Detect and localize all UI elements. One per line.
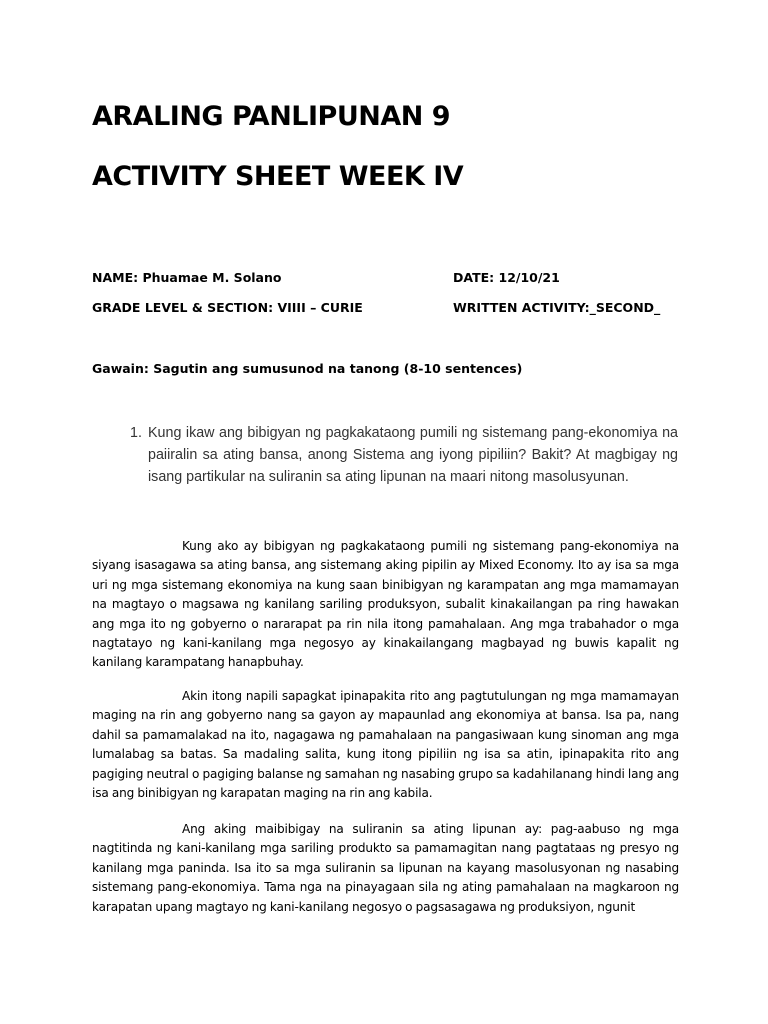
document-title: ARALING PANLIPUNAN 9 [92, 101, 451, 132]
answer-paragraph-2: Akin itong napili sapagkat ipinapakita rito ang pagtutulungan ng mga mamamayan maging na rin ang gobyerno nang sa gayon ay mapaunlad ang ekonomiya at bansa. Isa pa, nang dahil sa pamamalakad na ito, nagagawa ng pamahalaan na pangasiwaan kung sinoman ang mga lumalabag sa batas. Sa madaling salita, kung itong pipiliin ng isa sa atin, ipinapakita rito ang pagiging neutral o pagiging balanse ng samahan ng nasabing grupo sa kadahilanang hindi lang ang isa ang binibigyan ng karapatan maging na rin ang kabila. [92, 689, 679, 801]
written-activity: WRITTEN ACTIVITY:_SECOND_ [453, 300, 661, 315]
grade-section: GRADE LEVEL & SECTION: VIIII – CURIE [92, 300, 363, 315]
document-subtitle: ACTIVITY SHEET WEEK IV [92, 161, 464, 192]
activity-instruction: Gawain: Sagutin ang sumusunod na tanong (8-10 sentences) [92, 361, 523, 376]
answer-paragraph-3: Ang aking maibibigay na suliranin sa ating lipunan ay: pag-aabuso ng mga nagtitinda ng kani-kanilang mga sariling produkto sa pamamagitan nang pagtataas ng presyo ng kanilang mga paninda. Isa ito sa mga suliranin sa lipunan na kayang masolusyonan ng nasabing sistemang pang-ekonomiya. Tama nga na pinayagaan sila ng ating pamahalaan na magkaroon ng karapatan upang magtayo ng kani-kanilang negosyo o pagsasagawa ng produksiyon, ngunit [92, 822, 679, 914]
question-number: 1. [130, 425, 142, 441]
question-item [130, 422, 678, 488]
answer-paragraph-1: Kung ako ay bibigyan ng pagkakataong pumili ng sistemang pang-ekonomiya na siyang isasagawa sa ating bansa, ang sistemang aking pipilin ay Mixed Economy. Ito ay isa sa mga uri ng mga sistemang ekonomiya na kung saan binibigyan ng karampatan ang mga mamamayan na magtayo o magsawa ng kanilang sariling produksyon, subalit kinakailangan pa ring hawakan ang mga ito ng gobyerno o nararapat pa rin nila itong pamahalaan. Ang mga trabahador o mga nagtatayo ng kani-kanilang mga negosyo ay kinakailangang magbayad ng buwis kapalit ng kanilang karampatang hanapbuhay. [92, 539, 679, 670]
submission-date: DATE: 12/10/21 [453, 270, 560, 285]
student-name: NAME: Phuamae M. Solano [92, 270, 282, 285]
question-text: Kung ikaw ang bibigyan ng pagkakataong pumili ng sistemang pang-ekonomiya na paiiralin sa ating bansa, anong Sistema ang iyong pipiliin? Bakit? At magbigay ng isang partikular na suliranin sa ating lipunan na maari nitong masolusyunan. [148, 425, 678, 485]
